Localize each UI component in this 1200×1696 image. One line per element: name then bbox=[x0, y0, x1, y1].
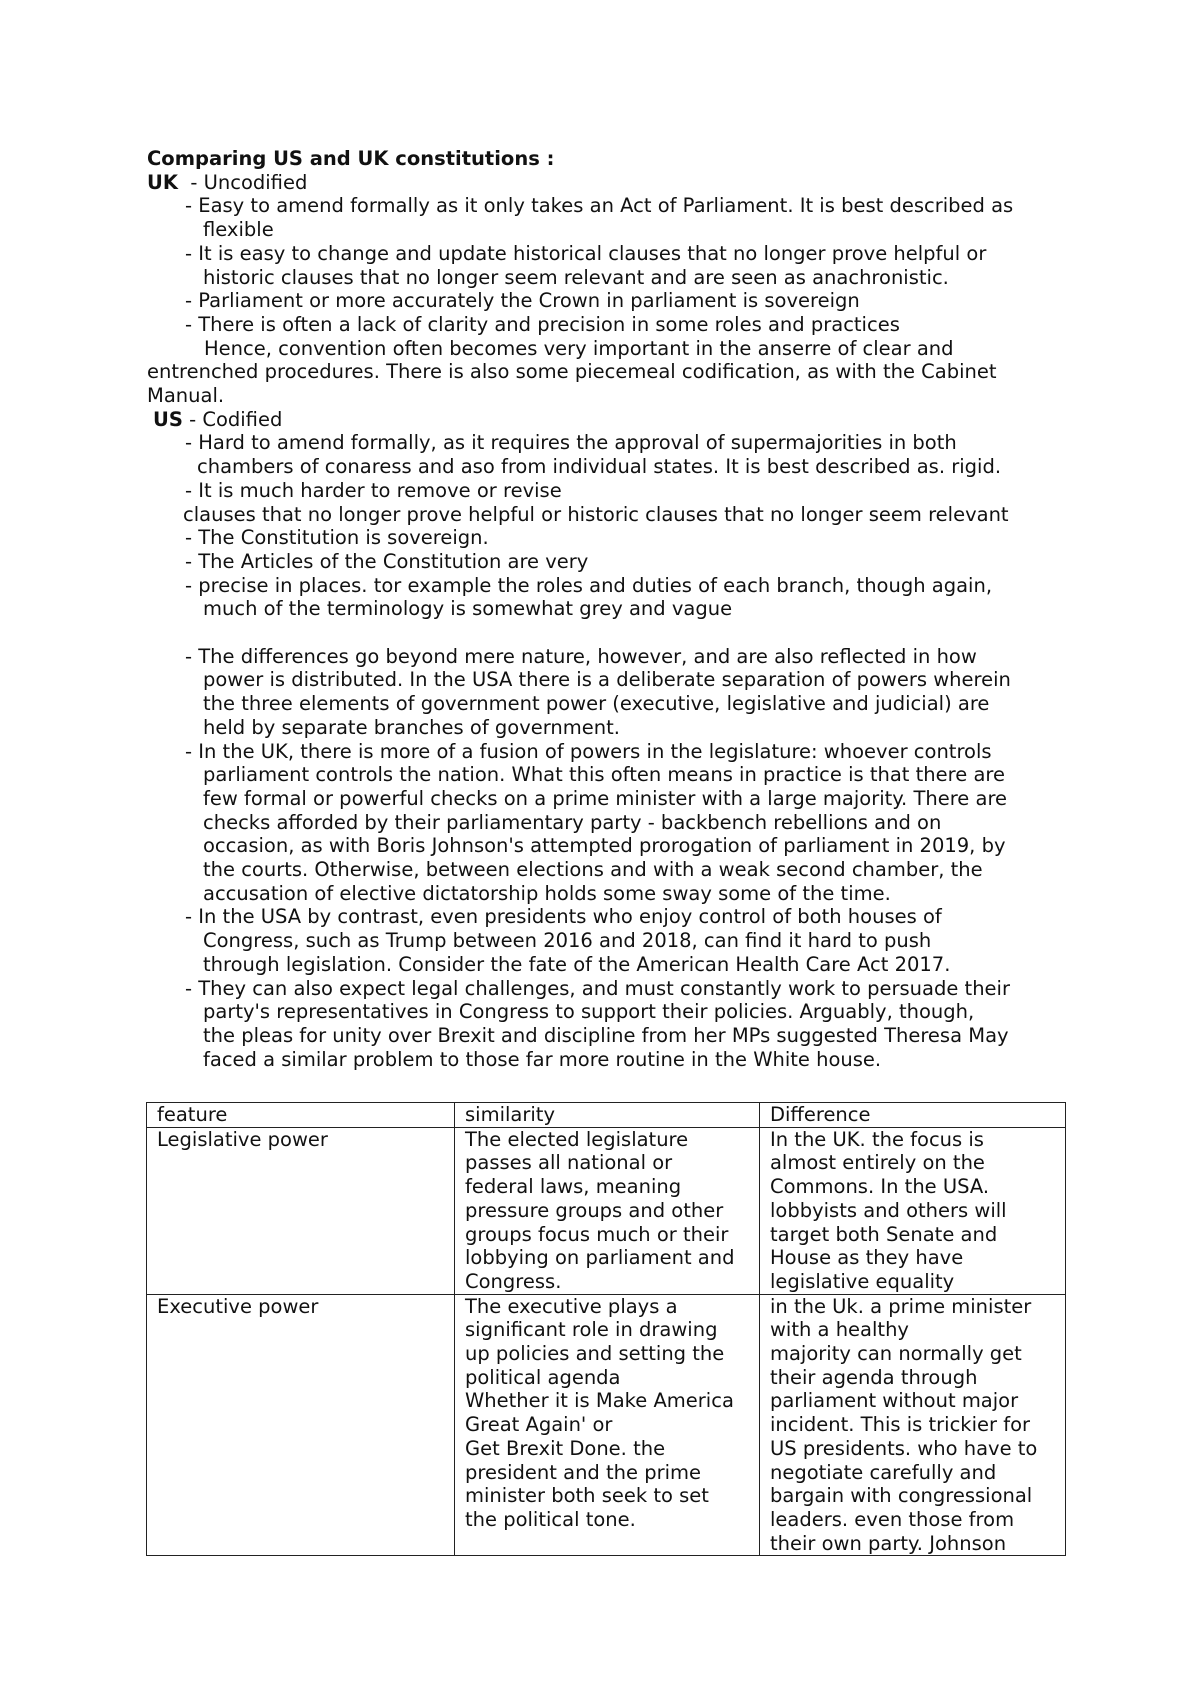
list-item-line: Congress, such as Trump between 2016 and 2018, can find it hard to push bbox=[203, 929, 932, 953]
table-cell-line: Great Again' or bbox=[465, 1413, 613, 1437]
list-item bbox=[147, 242, 1067, 289]
list-item-line: Easy to amend formally as it only takes an Act of Parliament. It is best described as bbox=[198, 194, 1014, 218]
table-cell-line: Whether it is Make America bbox=[465, 1389, 734, 1413]
uk-paragraph-line: entrenched procedures. There is also some piecemeal codification, as with the Cabinet bbox=[147, 360, 997, 384]
list-item bbox=[147, 431, 1067, 455]
spacer bbox=[147, 621, 1067, 645]
uk-paragraph-line: Hence, convention often becomes very important in the anserre of clear and bbox=[204, 336, 954, 360]
uk-label: Uncodified bbox=[203, 170, 308, 194]
list-item-line: In the UK, there is more of a fusion of powers in the legislature: whoever controls bbox=[198, 739, 992, 763]
table-cell-line: significant role in drawing bbox=[465, 1318, 718, 1342]
list-item bbox=[147, 645, 1067, 740]
table-cell-line: incident. This is trickier for bbox=[769, 1413, 1031, 1437]
table-cell-line: political agenda bbox=[465, 1365, 621, 1389]
list-item-line: faced a similar problem to those far more routine in the White house. bbox=[203, 1047, 882, 1071]
table-cell-line: legislative equality bbox=[769, 1269, 955, 1293]
document-title: Comparing US and UK constitutions : bbox=[147, 147, 555, 170]
table-row bbox=[147, 1127, 1066, 1294]
table-cell-line: passes all national or bbox=[465, 1151, 673, 1175]
list-item-line: The differences go beyond mere nature, however, and are also reflected in how bbox=[198, 644, 977, 668]
table-cell-line: almost entirely on the bbox=[769, 1151, 985, 1175]
table-cell-line: president and the prime bbox=[465, 1460, 702, 1484]
table-cell-line: The elected legislature bbox=[465, 1127, 689, 1151]
list-item-line: checks afforded by their parliamentary party - backbench rebellions and on bbox=[203, 810, 942, 834]
list-item-line: parliament controls the nation. What this often means in practice is that there are bbox=[203, 763, 1005, 787]
us-bullets bbox=[147, 526, 1067, 621]
list-item-line: power is distributed. In the USA there is a deliberate separation of powers wherein bbox=[203, 668, 1011, 692]
table-cell-line: their agenda through bbox=[769, 1365, 978, 1389]
list-item-line: historic clauses that no longer seem relevant and are seen as anachronistic. bbox=[203, 265, 949, 289]
list-item-continuation: clauses that no longer prove helpful or historic clauses that no longer seem relevant bbox=[183, 502, 1009, 526]
table-header-cell: feature bbox=[147, 1103, 455, 1128]
table-cell-difference bbox=[759, 1294, 1065, 1556]
table-cell-line: House as they have bbox=[769, 1246, 964, 1270]
table-header-cell: Difference bbox=[759, 1103, 1065, 1128]
table-cell-line: negotiate carefully and bbox=[769, 1460, 997, 1484]
list-item bbox=[147, 313, 1067, 337]
list-item-line: through legislation. Consider the fate of the American Health Care Act 2017. bbox=[203, 952, 951, 976]
us-code: US bbox=[153, 407, 183, 431]
list-item bbox=[147, 526, 1067, 550]
table-cell-line: groups focus much or their bbox=[465, 1222, 729, 1246]
us-section-label: US - Codified bbox=[153, 407, 283, 431]
list-item bbox=[147, 740, 1067, 906]
list-item-line: There is often a lack of clarity and precision in some roles and practices bbox=[198, 312, 900, 336]
table-cell-line: federal laws, meaning bbox=[465, 1175, 682, 1199]
list-item-line: flexible bbox=[203, 218, 274, 242]
list-item bbox=[147, 479, 1067, 503]
table-cell-line: Get Brexit Done. the bbox=[465, 1436, 666, 1460]
discussion-bullets bbox=[147, 645, 1067, 1072]
table-cell-line: bargain with congressional bbox=[769, 1484, 1033, 1508]
us-label: Codified bbox=[202, 407, 283, 431]
table-cell-feature: Legislative power bbox=[147, 1127, 455, 1294]
table-cell-line: Congress. bbox=[465, 1269, 562, 1293]
list-item-line: much of the terminology is somewhat grey and vague bbox=[203, 597, 733, 621]
uk-code: UK bbox=[147, 170, 178, 194]
table-cell-line: lobbying on parliament and bbox=[465, 1246, 735, 1270]
list-item-line: occasion, as with Boris Johnson's attempted prorogation of parliament in 2019, by bbox=[203, 834, 1006, 858]
uk-paragraph-line: Manual. bbox=[147, 384, 225, 408]
table-cell-feature: Executive power bbox=[147, 1294, 455, 1556]
list-item-line: the three elements of government power (executive, legislative and judicial) are bbox=[203, 692, 990, 716]
table-cell-similarity bbox=[455, 1127, 760, 1294]
table-cell-similarity bbox=[455, 1294, 760, 1556]
table-cell-line: The executive plays a bbox=[465, 1294, 678, 1318]
table-cell-line: with a healthy bbox=[769, 1318, 909, 1342]
table-cell-line: lobbyists and others will bbox=[769, 1198, 1007, 1222]
table-cell-line: their own party. Johnson bbox=[769, 1531, 1007, 1555]
list-item-line: Parliament or more accurately the Crown in parliament is sovereign bbox=[198, 289, 860, 313]
list-item-line: few formal or powerful checks on a prime minister with a large majority. There are bbox=[203, 786, 1008, 810]
list-item-line: It is easy to change and update historical clauses that no longer prove helpful or bbox=[198, 241, 987, 265]
list-item bbox=[147, 550, 1067, 574]
table-header-cell: similarity bbox=[455, 1103, 760, 1128]
table-cell-line: up policies and setting the bbox=[465, 1342, 725, 1366]
document-body bbox=[147, 147, 1067, 1071]
list-item-line: accusation of elective dictatorship holds some sway some of the time. bbox=[203, 881, 891, 905]
table-cell-line: the political tone. bbox=[465, 1507, 636, 1531]
table-cell-line: leaders. even those from bbox=[769, 1507, 1015, 1531]
table-cell-line: in the Uk. a prime minister bbox=[769, 1294, 1032, 1318]
list-item-text: Hard to amend formally, as it requires the approval of supermajorities in both bbox=[198, 431, 957, 455]
table-cell-difference bbox=[759, 1127, 1065, 1294]
uk-bullets bbox=[147, 194, 1067, 336]
list-item-line: The Constitution is sovereign. bbox=[198, 526, 489, 550]
table-cell-line: Commons. In the USA. bbox=[769, 1175, 990, 1199]
list-item-line: the pleas for unity over Brexit and discipline from her MPs suggested Theresa May bbox=[203, 1024, 1009, 1047]
comparison-table bbox=[146, 1102, 1066, 1556]
list-item-text: It is much harder to remove or revise bbox=[198, 478, 562, 502]
table-cell-line: target both Senate and bbox=[769, 1222, 998, 1246]
list-item-line: In the USA by contrast, even presidents who enjoy control of both houses of bbox=[198, 905, 942, 929]
list-item-line: party's representatives in Congress to support their policies. Arguably, though, bbox=[203, 1000, 975, 1024]
table-cell-line: parliament without major bbox=[769, 1389, 1019, 1413]
table-cell-line: pressure groups and other bbox=[465, 1198, 724, 1222]
list-item bbox=[147, 289, 1067, 313]
list-item-line: The Articles of the Constitution are very bbox=[198, 549, 589, 573]
table-row bbox=[147, 1294, 1066, 1556]
list-item bbox=[147, 977, 1067, 1072]
list-item-line: precise in places. tor example the roles and duties of each branch, though again, bbox=[198, 573, 993, 597]
list-item bbox=[147, 574, 1067, 621]
list-item-continuation: chambers of conaress and aso from individual states. It is best described as. rigid. bbox=[197, 455, 1002, 479]
list-item bbox=[147, 194, 1067, 241]
list-item-line: They can also expect legal challenges, and must constantly work to persuade their bbox=[198, 976, 1010, 1000]
list-item-line: the courts. Otherwise, between elections and with a weak second chamber, the bbox=[203, 858, 983, 882]
list-item bbox=[147, 905, 1067, 976]
table-cell-line: US presidents. who have to bbox=[769, 1436, 1038, 1460]
uk-section-label: UK - Uncodified bbox=[147, 170, 308, 194]
list-item-line: held by separate branches of government. bbox=[203, 715, 620, 739]
table-header-row bbox=[147, 1103, 1066, 1128]
table-cell-line: In the UK. the focus is bbox=[769, 1127, 984, 1151]
table-cell-line: majority can normally get bbox=[769, 1342, 1022, 1366]
table-cell-line: minister both seek to set bbox=[465, 1484, 709, 1508]
